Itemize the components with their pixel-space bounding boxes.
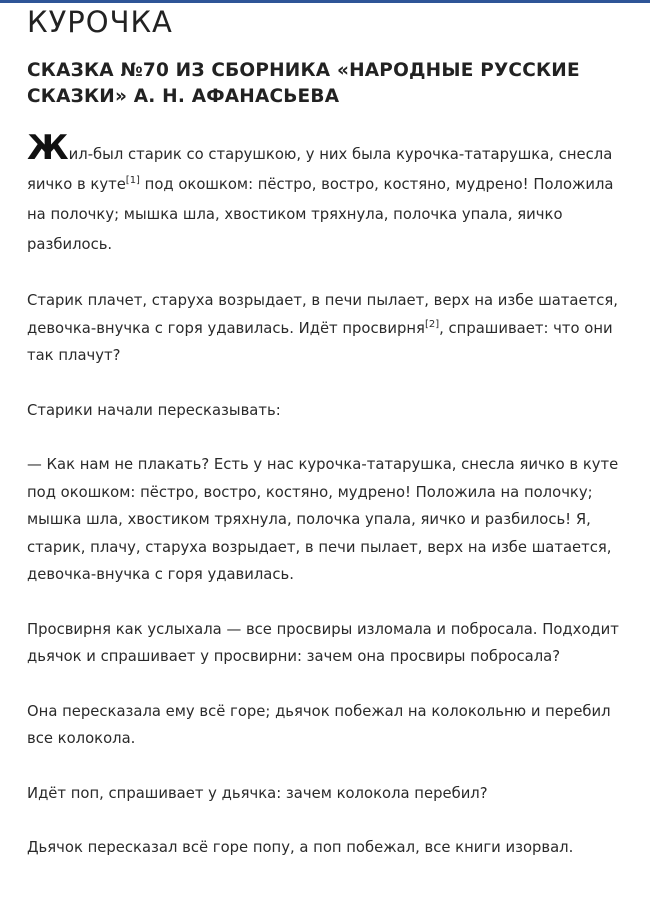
page-title: КУРОЧКА bbox=[27, 5, 173, 39]
paragraph-2 bbox=[27, 287, 627, 370]
page-subtitle: СКАЗКА №70 ИЗ СБОРНИКА «НАРОДНЫЕ РУССКИЕ СКАЗКИ» А. Н. АФАНАСЬЕВА bbox=[27, 60, 580, 107]
paragraph-4: — Как нам не плакать? Есть у нас курочка-татарушка, снесла яичко в куте под окошком: пёстро, востро, костяно, мудрено! Положила на полочку; мышка шла, хвостиком тряхнула, полочка упала, яичко и разбилось! Я, старик, плачу, старуха возрыдает, в печи пылает, верх на избе шатается, девочка-внучка с горя удавилась. bbox=[27, 456, 619, 583]
paragraph-1 bbox=[27, 128, 627, 260]
story-body bbox=[27, 128, 627, 862]
paragraph-5: Просвирня как услыхала — все просвиры изломала и побросала. Подходит дьячок и спрашивает у просвирни: зачем она просвиры побросала? bbox=[27, 620, 619, 665]
paragraph-3: Старики начали пересказывать: bbox=[27, 401, 281, 419]
drop-cap: Ж bbox=[27, 128, 69, 168]
footnote-ref-1[interactable]: [1] bbox=[125, 175, 140, 186]
paragraph-6: Она пересказала ему всё горе; дьячок побежал на колокольню и перебил все колокола. bbox=[27, 702, 611, 747]
footnote-ref-2[interactable]: [2] bbox=[424, 318, 440, 330]
paragraph-7: Идёт поп, спрашивает у дьячка: зачем колокола перебил? bbox=[27, 784, 488, 802]
paragraph-1-text-b: под окошком: пёстро, востро, костяно, мудрено! Положила на полочку; мышка шла, хвостиком тряхнула, полочка упала, яичко разбилось. bbox=[27, 176, 614, 253]
article bbox=[27, 0, 627, 889]
paragraph-8: Дьячок пересказал всё горе попу, а поп побежал, все книги изорвал. bbox=[27, 839, 574, 856]
paragraph-2-text-a: Старик плачет, старуха возрыдает, в печи пылает, верх на избе шатается, девочка-внучка с горя удавилась. Идёт просвирня bbox=[27, 292, 618, 337]
paragraph-2-text-b: , спрашивает: что они так плачут? bbox=[27, 319, 613, 364]
paragraph-1-text-a: ил-был старик со старушкою, у них была курочка-татарушка, снесла яичко в куте bbox=[27, 146, 613, 193]
